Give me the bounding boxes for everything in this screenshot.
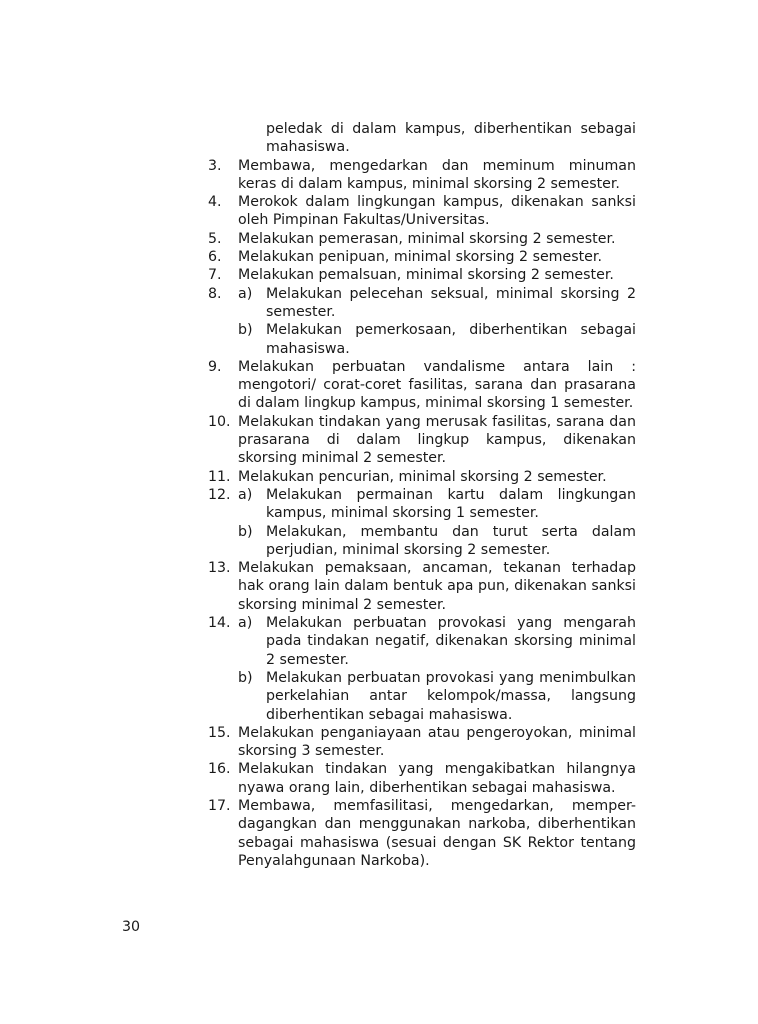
list-item-9 — [208, 358, 636, 413]
sub-item-text: Melakukan permainan kartu dalam lingkungan kampus, minimal skorsing 1 semester. — [266, 486, 636, 522]
list-item-6 — [208, 248, 636, 266]
item-number: 8. — [208, 285, 222, 302]
list-item-14b — [208, 669, 636, 724]
item-text: Melakukan tindakan yang mengakibatkan hilangnya nyawa orang lain, diberhentikan sebagai mahasiswa. — [238, 761, 636, 796]
list-item-7 — [208, 266, 636, 284]
item-number: 4. — [208, 194, 222, 211]
item-number: 10. — [208, 413, 231, 430]
item-number: 5. — [208, 230, 222, 247]
item-number: 15. — [208, 724, 231, 741]
list-item-8b — [208, 321, 636, 358]
item-number: 17. — [208, 797, 231, 814]
list-item-8a — [208, 285, 636, 322]
item-number: 7. — [208, 267, 222, 284]
item-text: Membawa, mengedarkan dan meminum minuman keras di dalam kampus, minimal skorsing 2 semester. — [238, 157, 636, 192]
list-item-14a — [208, 614, 636, 669]
item-text: Membawa, memfasilitasi, mengedarkan, memper-dagangkan dan menggunakan narkoba, diberhentikan sebagai mahasiswa (sesuai dengan SK Rektor tentang Penyalahgunaan Narkoba). — [238, 797, 636, 869]
list-item-16 — [208, 760, 636, 797]
sub-item-letter: a) — [238, 285, 253, 302]
sub-item-text: Melakukan, membantu dan turut serta dalam perjudian, minimal skorsing 2 semester. — [266, 523, 636, 558]
list-item-13 — [208, 559, 636, 614]
continuation-text: peledak di dalam kampus, diberhentikan sebagai mahasiswa. — [266, 121, 636, 156]
sub-item-letter: b) — [238, 523, 253, 540]
item-number: 3. — [208, 157, 222, 174]
sub-item-letter: b) — [238, 669, 253, 686]
item-text: Merokok dalam lingkungan kampus, dikenakan sanksi oleh Pimpinan Fakultas/Universitas. — [238, 194, 636, 229]
sub-item-text: Melakukan perbuatan provokasi yang menimbulkan perkelahian antar kelompok/massa, langsung diberhentikan sebagai mahasiswa. — [266, 669, 636, 723]
item-text: Melakukan perbuatan vandalisme antara lain : mengotori/ corat-coret fasilitas, sarana dan prasarana di dalam lingkup kampus, minimal skorsing 1 semester. — [238, 358, 636, 412]
item-number: 13. — [208, 560, 231, 577]
item-text: Melakukan tindakan yang merusak fasilitas, sarana dan prasarana di dalam lingkup kampus, dikenakan skorsing minimal 2 semester. — [238, 413, 636, 467]
item-text: Melakukan penipuan, minimal skorsing 2 semester. — [238, 249, 602, 266]
item-number: 16. — [208, 761, 231, 778]
item-number: 6. — [208, 249, 222, 266]
sub-item-letter: b) — [238, 322, 253, 339]
list-item-10 — [208, 413, 636, 468]
sub-item-text: Melakukan pemerkosaan, diberhentikan sebagai mahasiswa. — [266, 322, 636, 357]
item-text: Melakukan pemaksaan, ancaman, tekanan terhadap hak orang lain dalam bentuk apa pun, dikenakan sanksi skorsing minimal 2 semester. — [238, 560, 636, 613]
sub-item-text: Melakukan pelecehan seksual, minimal skorsing 2 semester. — [266, 285, 636, 320]
list-item-5 — [208, 230, 636, 248]
list-item-12a — [208, 486, 636, 523]
page-number: 30 — [122, 919, 141, 935]
item-number: 9. — [208, 358, 222, 375]
list-item-4 — [208, 193, 636, 230]
sub-item-letter: a) — [238, 615, 253, 632]
list-item-15 — [208, 724, 636, 761]
item-number: 12. — [208, 486, 231, 503]
item-text: Melakukan pemerasan, minimal skorsing 2 semester. — [238, 230, 616, 247]
list-item-11 — [208, 468, 636, 486]
list-item-12b — [208, 523, 636, 560]
list-item-17 — [208, 797, 636, 870]
item-number: 11. — [208, 468, 231, 485]
item-text: Melakukan penganiayaan atau pengeroyokan, minimal skorsing 3 semester. — [238, 724, 636, 760]
item-text: Melakukan pencurian, minimal skorsing 2 semester. — [238, 468, 607, 485]
regulation-list — [208, 120, 636, 870]
sub-item-text: Melakukan perbuatan provokasi yang mengarah pada tindakan negatif, dikenakan skorsing minimal 2 semester. — [266, 615, 636, 668]
list-item-3 — [208, 157, 636, 194]
item-text: Melakukan pemalsuan, minimal skorsing 2 semester. — [238, 267, 614, 284]
item-number: 14. — [208, 615, 231, 632]
sub-item-letter: a) — [238, 486, 253, 503]
